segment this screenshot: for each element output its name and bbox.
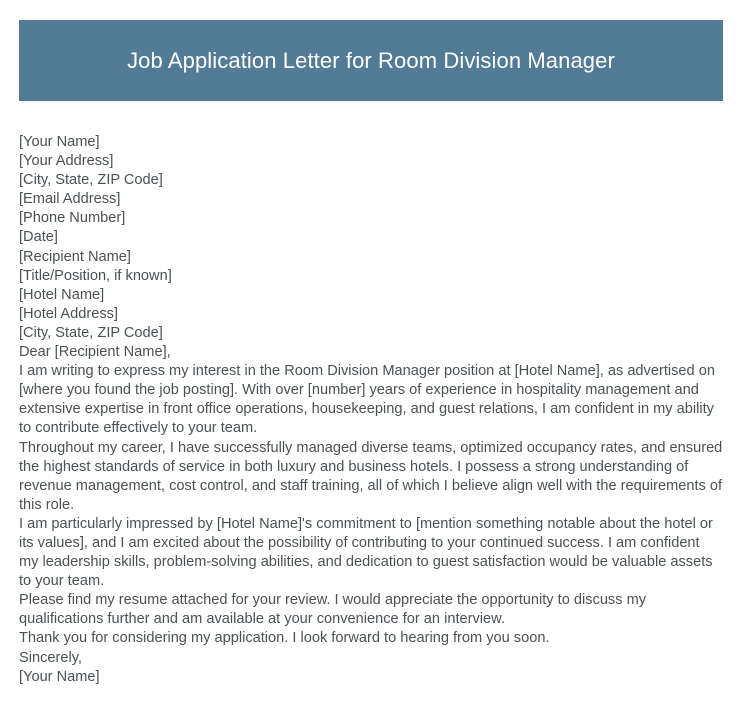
recipient-address-block xyxy=(19,248,723,343)
letter-body xyxy=(19,133,723,687)
sender-line: [City, State, ZIP Code] xyxy=(19,172,163,189)
closing-salutation: Sincerely, xyxy=(19,649,82,666)
recipient-line: [City, State, ZIP Code] xyxy=(19,324,163,341)
sender-line: [Your Name] xyxy=(19,134,100,150)
body-paragraph: I am writing to express my interest in the Room Division Manager position at [Hotel Name], as advertised on [where you found the job posting]. With over [number] years of experience in hospitality management and extensive expertise in front office operations, housekeeping, and guest relations, I am confident in my ability to contribute effectively to your team. xyxy=(19,363,715,437)
salutation: Dear [Recipient Name], xyxy=(19,344,171,361)
recipient-line: [Hotel Name] xyxy=(19,286,105,303)
body-paragraph: Throughout my career, I have successfully managed diverse teams, optimized occupancy rates, and ensured the highest standards of service in both luxury and business hotels. I possess a strong understanding of revenue management, cost control, and staff training, all of which I believe align well with the requirements of this role. xyxy=(19,439,723,513)
recipient-line: [Hotel Address] xyxy=(19,305,118,322)
sender-line: [Date] xyxy=(19,229,58,246)
sender-line: [Your Address] xyxy=(19,153,114,170)
body-paragraph: Please find my resume attached for your review. I would appreciate the opportunity to discuss my qualifications further and am available at your convenience for an interview. xyxy=(19,592,647,628)
recipient-line: [Title/Position, if known] xyxy=(19,267,172,284)
header-banner xyxy=(19,20,723,101)
sender-line: [Phone Number] xyxy=(19,210,126,227)
recipient-line: [Recipient Name] xyxy=(19,248,131,265)
sender-address-block xyxy=(19,133,723,248)
signature-name: [Your Name] xyxy=(19,668,100,685)
body-paragraph: I am particularly impressed by [Hotel Name]'s commitment to [mention something notable about the hotel or its values], and I am excited about the possibility of contributing to your continued success. I am confident my leadership skills, problem-solving abilities, and dedication to guest satisfaction would be valuable assets to your team. xyxy=(19,515,713,590)
body-paragraph: Thank you for considering my application. I look forward to hearing from you soon. xyxy=(19,630,550,647)
sender-line: [Email Address] xyxy=(19,191,121,208)
page-title: Job Application Letter for Room Division Manager xyxy=(127,47,615,73)
